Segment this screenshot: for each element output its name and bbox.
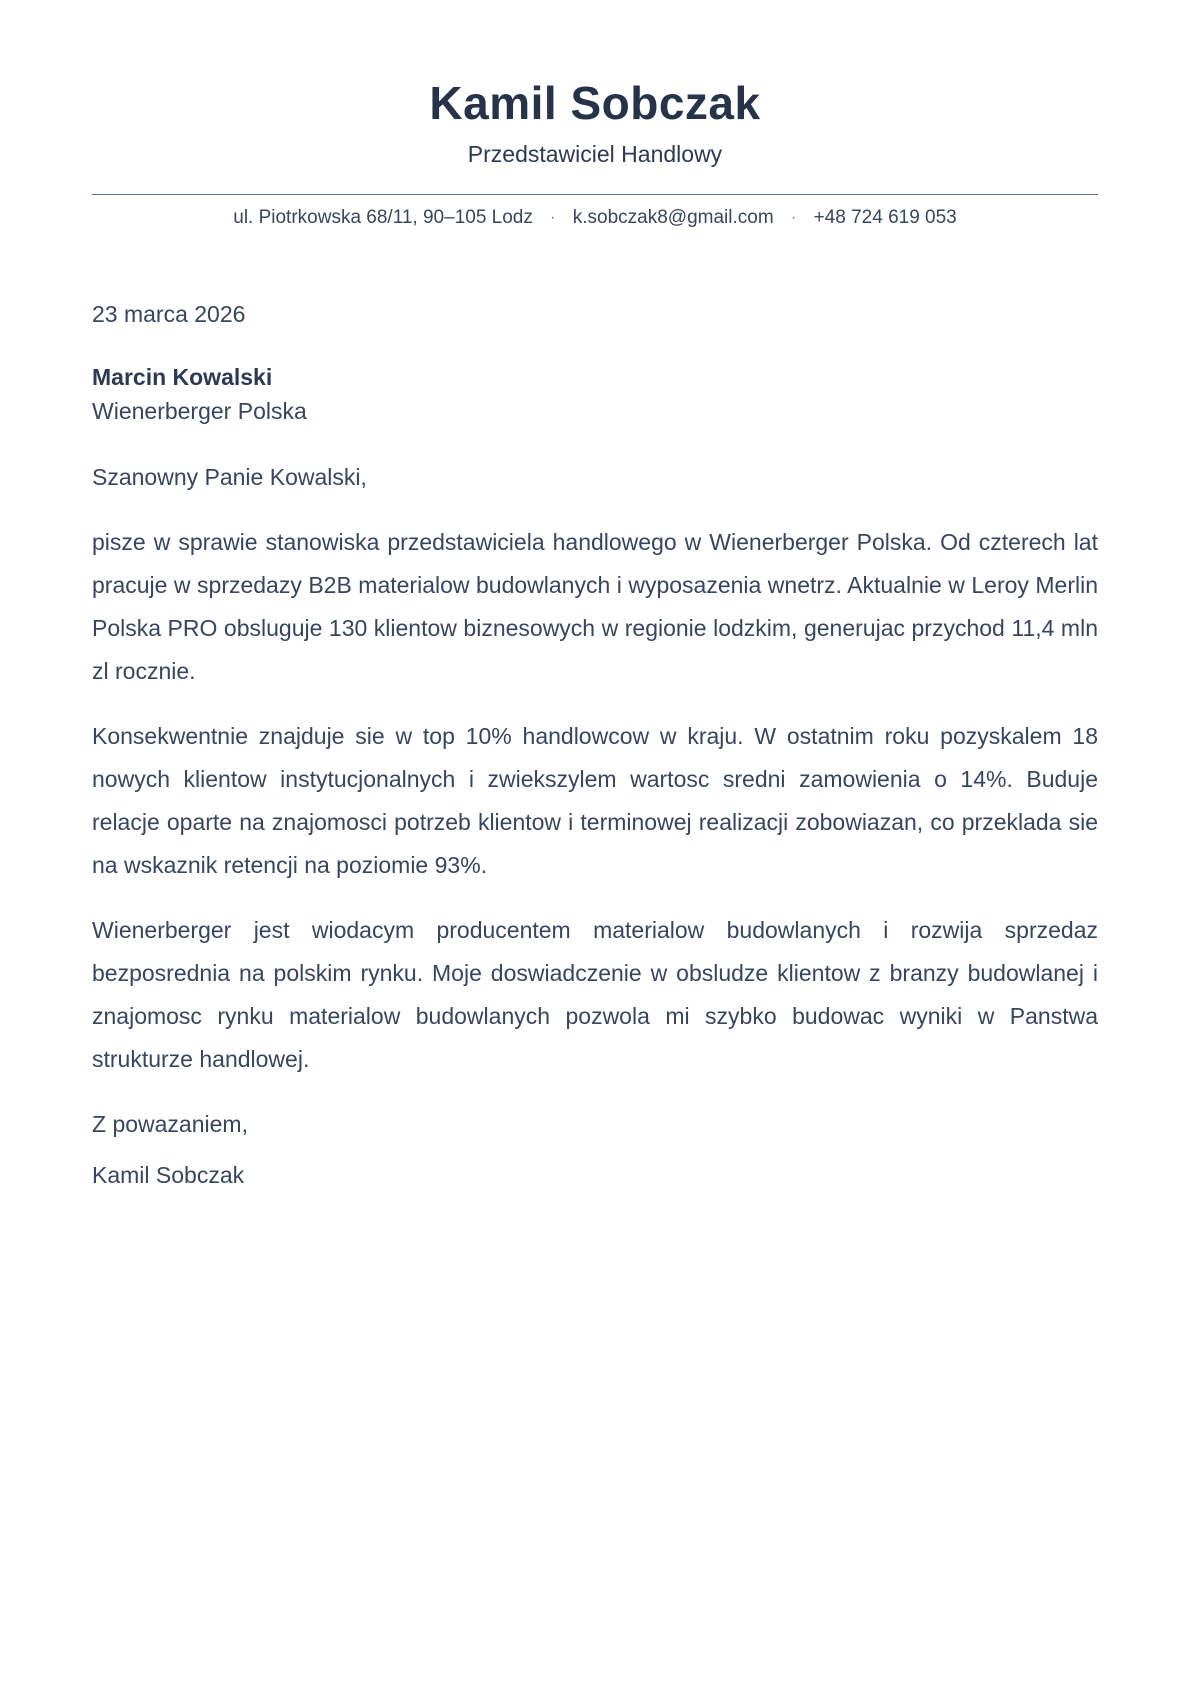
paragraph-motivation: Wienerberger jest wiodacym producentem materialow budowlanych i rozwija sprzedaz bezposrednia na polskim rynku. Moje doswiadczenie w obsludze klientow z branzy budowlanej i znajomosc rynku materialow budowlanych pozwola mi szybko budowac wyniki w Panstwa strukturze handlowej. bbox=[92, 916, 1098, 1072]
paragraph-achievements: Konsekwentnie znajduje sie w top 10% handlowcow w kraju. W ostatnim roku pozyskalem 18 nowych klientow instytucjonalnych i zwiekszylem wartosc sredni zamowienia o 14%. Buduje relacje oparte na znajomosci potrzeb klientow i terminowej realizacji zobowiazan, co przeklada sie na wskaznik retencji na poziomie 93%. bbox=[92, 722, 1098, 878]
closing-phrase: Z powazaniem, bbox=[92, 1110, 248, 1137]
applicant-job-title: Przedstawiciel Handlowy bbox=[467, 140, 723, 167]
applicant-name: Kamil Sobczak bbox=[429, 77, 761, 129]
letter-date: 23 marca 2026 bbox=[92, 300, 246, 327]
contact-separator-dot: · bbox=[790, 208, 797, 226]
contact-separator-dot: · bbox=[550, 208, 556, 226]
recipient-company: Wienerberger Polska bbox=[92, 397, 307, 424]
paragraph-experience: pisze w sprawie stanowiska przedstawiciela handlowego w Wienerberger Polska. Od czterech lat pracuje w sprzedazy B2B materialow budowlanych i wyposazenia wnetrz. Aktualnie w Leroy Merlin Polska PRO obsluguje 130 klientow biznesowych w regionie lodzkim, generujac przychod 11,4 mln zl rocznie. bbox=[92, 528, 1098, 684]
letter-header bbox=[92, 78, 1098, 229]
contact-email: k.sobczak8@gmail.com bbox=[572, 206, 774, 228]
letter-body bbox=[92, 293, 1098, 1197]
signature-name: Kamil Sobczak bbox=[92, 1161, 245, 1188]
header-divider bbox=[92, 194, 1098, 195]
recipient-block bbox=[92, 360, 1098, 428]
contact-address: ul. Piotrkowska 68/11, 90–105 Lodz bbox=[233, 206, 533, 228]
letter-paragraphs bbox=[92, 521, 1098, 1081]
contact-phone: +48 724 619 053 bbox=[813, 206, 957, 228]
salutation: Szanowny Panie Kowalski, bbox=[92, 463, 367, 490]
contact-line bbox=[92, 207, 1098, 229]
recipient-name: Marcin Kowalski bbox=[92, 363, 273, 390]
